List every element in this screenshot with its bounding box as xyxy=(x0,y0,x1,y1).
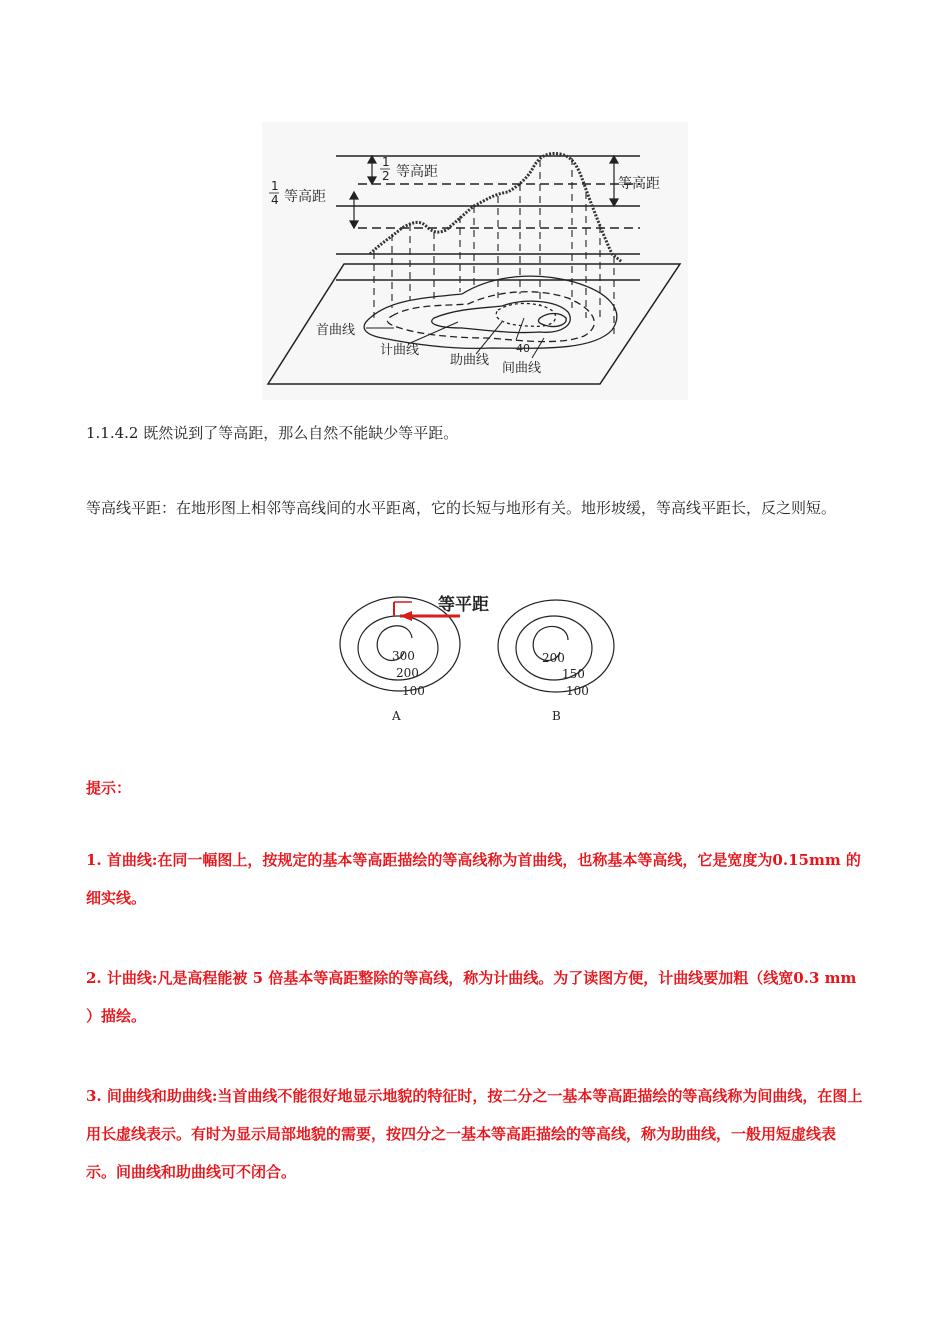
spacing-arrowhead xyxy=(400,611,412,621)
tips-title: 提示： xyxy=(86,779,132,797)
contour-interval-label: 等高距 xyxy=(618,176,660,192)
half-fraction-num: 1 xyxy=(382,155,390,169)
contour-interval-figure xyxy=(262,122,688,400)
tip-item-3: 3. 间曲线和助曲线:当首曲线不能很好地显示地貌的特征时，按二分之一基本等高距描绘的等高线称为间曲线，在图上用长虚线表示。有时为显示局部地貌的需要，按四分之一基本等高距描绘的等高线，称为助曲线，一般用短虚线表示。间曲线和助曲线可不闭合。 xyxy=(86,1087,863,1181)
diagram-a-value-2: 200 xyxy=(396,666,419,680)
definition-paragraph: 等高线平距：在地形图上相邻等高线间的水平距离，它的长短与地形有关。地形坡缓，等高线平距长，反之则短。 xyxy=(86,499,837,517)
tip-item-2: 2. 计曲线:凡是高程能被 5 倍基本等高距整除的等高线，称为计曲线。为了读图方便，计曲线要加粗（线宽0.3 mm ）描绘。 xyxy=(86,969,857,1025)
diagram-b-value-2: 150 xyxy=(562,667,585,681)
spacing-title: 等平距 xyxy=(438,595,489,615)
half-line-label: 间曲线 xyxy=(502,361,542,376)
half-interval-label: 等高距 xyxy=(396,164,438,180)
diagram-a-value-3: 100 xyxy=(402,684,425,698)
elevation-value-label: 40 xyxy=(516,342,530,355)
supplementary-line-label: 助曲线 xyxy=(450,353,490,368)
diagram-b-value-1: 200 xyxy=(542,651,565,665)
diagram-a-letter: A xyxy=(392,709,401,723)
diagram-a-value-1: 300 xyxy=(392,649,415,663)
tip-item-1: 1. 首曲线:在同一幅图上，按规定的基本等高距描绘的等高线称为首曲线，也称基本等高线，它是宽度为0.15mm 的细实线。 xyxy=(86,851,861,907)
half-fraction-den: 2 xyxy=(382,169,390,183)
quarter-fraction-num: 1 xyxy=(271,179,279,193)
quarter-fraction-den: 4 xyxy=(271,193,279,207)
diagram-b-letter: B xyxy=(552,709,561,723)
section-heading: 1.1.4.2 既然说到了等高距，那么自然不能缺少等平距。 xyxy=(86,424,459,442)
diagram-b-contours xyxy=(498,600,614,692)
quarter-interval-label: 等高距 xyxy=(284,189,326,205)
diagram-b-value-3: 100 xyxy=(566,684,589,698)
contour-spacing-figure xyxy=(334,588,616,726)
index-line-label: 首曲线 xyxy=(316,323,356,338)
intermediate-line-label: 计曲线 xyxy=(380,343,420,358)
